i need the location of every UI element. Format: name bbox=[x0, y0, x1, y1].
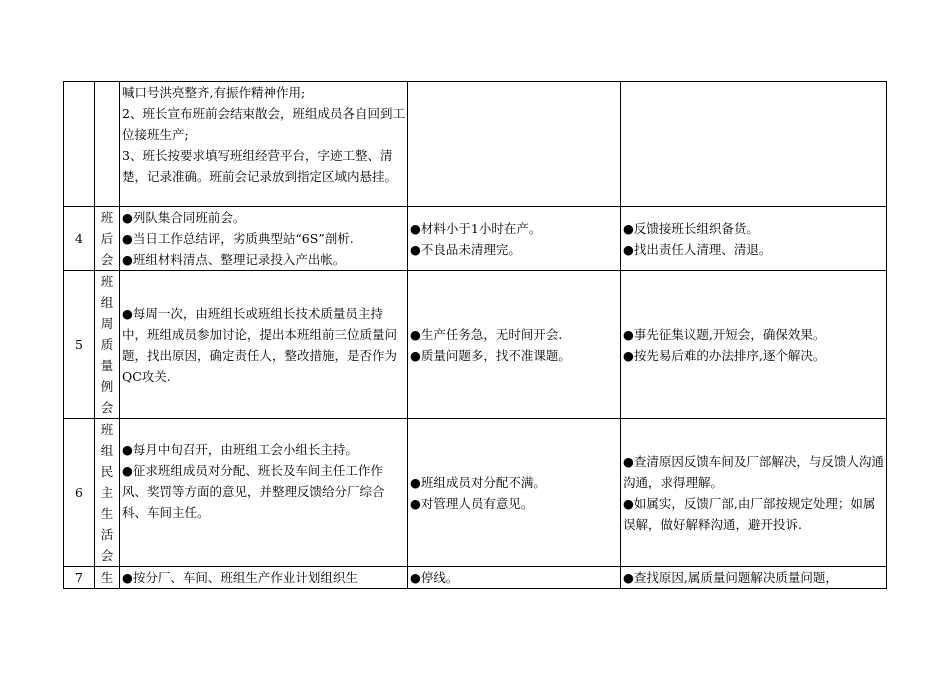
measure-text: ●按先易后难的办法排序,逐个解决。 bbox=[623, 347, 826, 363]
row-number-cell: 5 bbox=[64, 271, 95, 419]
row-number-cell bbox=[64, 82, 95, 207]
requirements-cell bbox=[120, 207, 408, 271]
meeting-name-char: 生 bbox=[100, 506, 114, 521]
problem-text: ●班组成员对分配不满。 bbox=[410, 474, 546, 490]
meeting-name-cell bbox=[95, 567, 120, 589]
requirement-text: ●列队集合同班前会。 bbox=[122, 210, 246, 225]
requirement-text: ●按分厂、车间、班组生产作业计划组织生 bbox=[122, 570, 358, 585]
table-row bbox=[64, 271, 887, 419]
meeting-name-char: 质 bbox=[100, 337, 114, 352]
measure-text: ●反馈接班长组织备货。 bbox=[623, 220, 759, 236]
meeting-name-char: 组 bbox=[100, 443, 114, 458]
requirements-cell bbox=[120, 271, 408, 419]
document-table bbox=[63, 81, 887, 589]
meeting-name-char: 会 bbox=[100, 252, 114, 267]
problem-text: ●生产任务急，无时间开会. bbox=[410, 326, 563, 342]
measure-text: ●查找原因,属质量问题解决质量问题， bbox=[623, 570, 838, 585]
problem-text: ●质量问题多，找不准课题。 bbox=[410, 347, 571, 363]
measure-text: ●如属实，反馈厂部,由厂部按规定处理；如属误解，做好解释沟通，避开投诉. bbox=[623, 495, 876, 532]
meeting-name-char: 组 bbox=[100, 295, 114, 310]
meeting-name-cell bbox=[95, 207, 120, 271]
meeting-name-char: 民 bbox=[100, 464, 114, 479]
problem-text: ●不良品未清理完。 bbox=[410, 241, 521, 257]
meeting-name-char: 会 bbox=[100, 548, 114, 563]
measure-text: ●事先征集议题,开短会，确保效果。 bbox=[623, 326, 826, 342]
meeting-name-char: 班 bbox=[100, 422, 114, 437]
meeting-name-cell bbox=[95, 82, 120, 207]
problems-cell bbox=[408, 419, 621, 567]
requirement-text: 喊口号洪亮整齐,有振作精神作用; bbox=[122, 85, 306, 100]
requirements-cell bbox=[120, 82, 408, 207]
meeting-name-char: 班 bbox=[100, 210, 114, 225]
meeting-name-char: 主 bbox=[100, 485, 114, 500]
problem-text: ●停线。 bbox=[410, 570, 459, 585]
row-number-cell: 4 bbox=[64, 207, 95, 271]
measures-cell bbox=[621, 567, 887, 589]
problem-text: ●对管理人员有意见。 bbox=[410, 495, 534, 511]
requirement-text: ●班组材料清点、整理记录投入产出帐。 bbox=[122, 252, 346, 267]
requirement-text: ●当日工作总结评，劣质典型站“6S”剖析. bbox=[122, 231, 354, 246]
problem-text: ●材料小于1小时在产。 bbox=[410, 220, 542, 236]
table-row bbox=[64, 567, 887, 589]
meeting-name-char: 生 bbox=[100, 570, 114, 585]
meeting-name-char: 活 bbox=[100, 527, 114, 542]
table-row bbox=[64, 419, 887, 567]
row-number-cell: 6 bbox=[64, 419, 95, 567]
problems-cell bbox=[408, 567, 621, 589]
requirement-text: ●每月中旬召开，由班组工会小组长主持。 bbox=[122, 442, 358, 457]
table-row bbox=[64, 82, 887, 207]
requirement-text: ●每周一次，由班组长或班组长技术质量员主持中，班组成员参加讨论，提出本班组前三位质量问题，找出原因，确定责任人，整改措施，是否作为QC攻关. bbox=[122, 305, 398, 384]
table-row bbox=[64, 207, 887, 271]
requirements-cell bbox=[120, 419, 408, 567]
meeting-name-char: 量 bbox=[100, 358, 114, 373]
meeting-name-char: 后 bbox=[100, 231, 114, 246]
measures-cell bbox=[621, 207, 887, 271]
meeting-name-cell bbox=[95, 271, 120, 419]
requirement-text: 2、班长宣布班前会结束散会，班组成员各自回到工位接班生产; bbox=[122, 106, 405, 142]
measure-text: ●找出责任人清理、清退。 bbox=[623, 241, 772, 257]
problems-cell bbox=[408, 82, 621, 207]
meeting-name-char: 班 bbox=[100, 274, 114, 289]
meeting-name-char: 例 bbox=[100, 379, 114, 394]
problems-cell bbox=[408, 271, 621, 419]
meeting-name-cell bbox=[95, 419, 120, 567]
meeting-name-char: 周 bbox=[100, 316, 114, 331]
meeting-name-char: 会 bbox=[100, 400, 114, 415]
requirement-text: 3、班长按要求填写班组经营平台，字迹工整、清楚，记录准确。班前会记录放到指定区域内悬挂。 bbox=[122, 148, 398, 184]
measure-text: ●查清原因反馈车间及厂部解决，与反馈人沟通沟通，求得理解。 bbox=[623, 453, 884, 490]
row-number-cell: 7 bbox=[64, 567, 95, 589]
requirement-text: ●征求班组成员对分配、班长及车间主任工作作风、奖罚等方面的意见，并整理反馈给分厂综合科、车间主任。 bbox=[122, 463, 385, 520]
measures-cell bbox=[621, 419, 887, 567]
measures-cell bbox=[621, 271, 887, 419]
problems-cell bbox=[408, 207, 621, 271]
requirements-cell bbox=[120, 567, 408, 589]
measures-cell bbox=[621, 82, 887, 207]
